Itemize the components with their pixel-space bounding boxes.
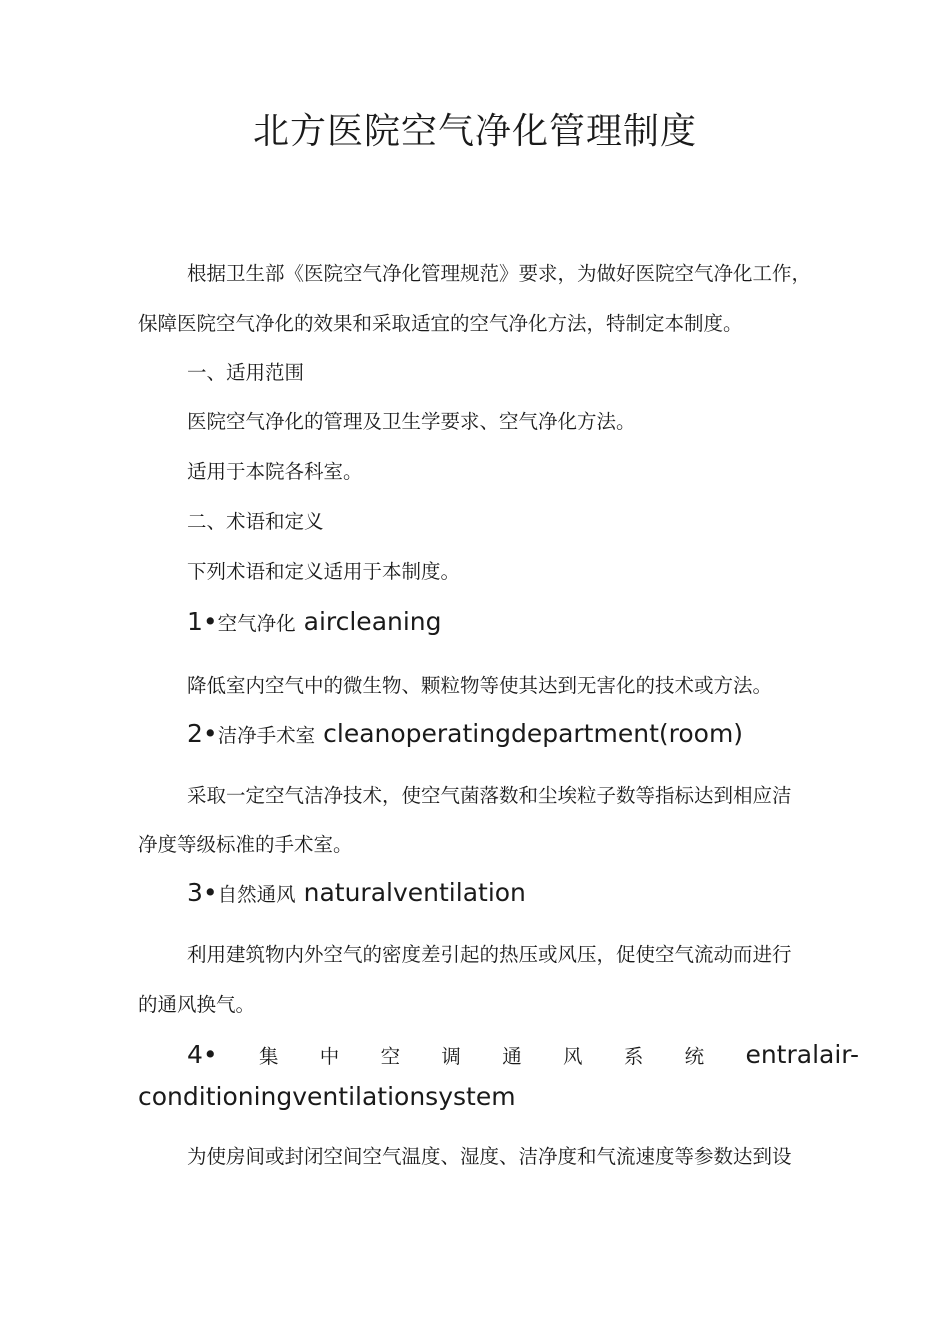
term-definition-2-line-1: 采取一定空气洁净技术，使空气菌落数和尘埃粒子数等指标达到相应洁 (187, 784, 792, 807)
scope-paragraph-2: 适用于本院各科室。 (187, 460, 363, 483)
term-chinese-char: 集 (258, 1045, 279, 1068)
term-chinese-char: 系 (623, 1045, 644, 1068)
term-english: naturalventilation (303, 878, 526, 907)
term-chinese-char: 空 (380, 1045, 401, 1068)
term-chinese-char: 统 (684, 1045, 705, 1068)
term-english-part-2: conditioningventilationsystem (138, 1082, 516, 1111)
term-number: 1• (187, 607, 218, 636)
section-heading-terms: 二、术语和定义 (187, 510, 324, 533)
term-definition-4-line-1: 为使房间或封闭空间空气温度、湿度、洁净度和气流速度等参数达到设 (187, 1145, 792, 1168)
term-definition-3-line-1: 利用建筑物内外空气的密度差引起的热压或风压，促使空气流动而进行 (187, 943, 792, 966)
document-title: 北方医院空气净化管理制度 (252, 111, 697, 152)
term-english: cleanoperatingdepartment(room) (323, 719, 744, 748)
intro-line-1: 根据卫生部《医院空气净化管理规范》要求，为做好医院空气净化工作， (187, 262, 812, 285)
intro-line-2: 保障医院空气净化的效果和采取适宜的空气净化方法，特制定本制度。 (138, 312, 743, 335)
term-chinese: 自然通风 (217, 883, 296, 906)
section-heading-scope: 一、适用范围 (187, 361, 305, 384)
term-number: 2• (187, 719, 218, 748)
term-chinese-char: 风 (563, 1045, 583, 1068)
term-definition-2-line-2: 净度等级标准的手术室。 (138, 833, 353, 856)
term-number: 4• (187, 1040, 218, 1069)
term-heading-2 (187, 719, 859, 751)
terms-intro: 下列术语和定义适用于本制度。 (187, 560, 461, 583)
term-chinese: 空气净化 (217, 612, 296, 635)
term-number: 3• (187, 878, 218, 907)
term-definition-3-line-2: 的通风换气。 (138, 993, 256, 1016)
term-chinese-char: 调 (441, 1045, 461, 1068)
term-chinese-char: 中 (319, 1045, 340, 1068)
term-english-part-1: entralair- (745, 1040, 859, 1069)
term-chinese: 洁净手术室 (217, 724, 316, 747)
term-english: aircleaning (303, 607, 442, 636)
term-definition-1: 降低室内空气中的微生物、颗粒物等使其达到无害化的技术或方法。 (187, 674, 773, 697)
term-heading-1 (187, 607, 859, 639)
term-chinese-char: 通 (502, 1045, 522, 1068)
term-heading-3 (187, 878, 859, 910)
scope-paragraph-1: 医院空气净化的管理及卫生学要求、空气净化方法。 (187, 410, 636, 433)
term-heading-4 (187, 1040, 859, 1072)
